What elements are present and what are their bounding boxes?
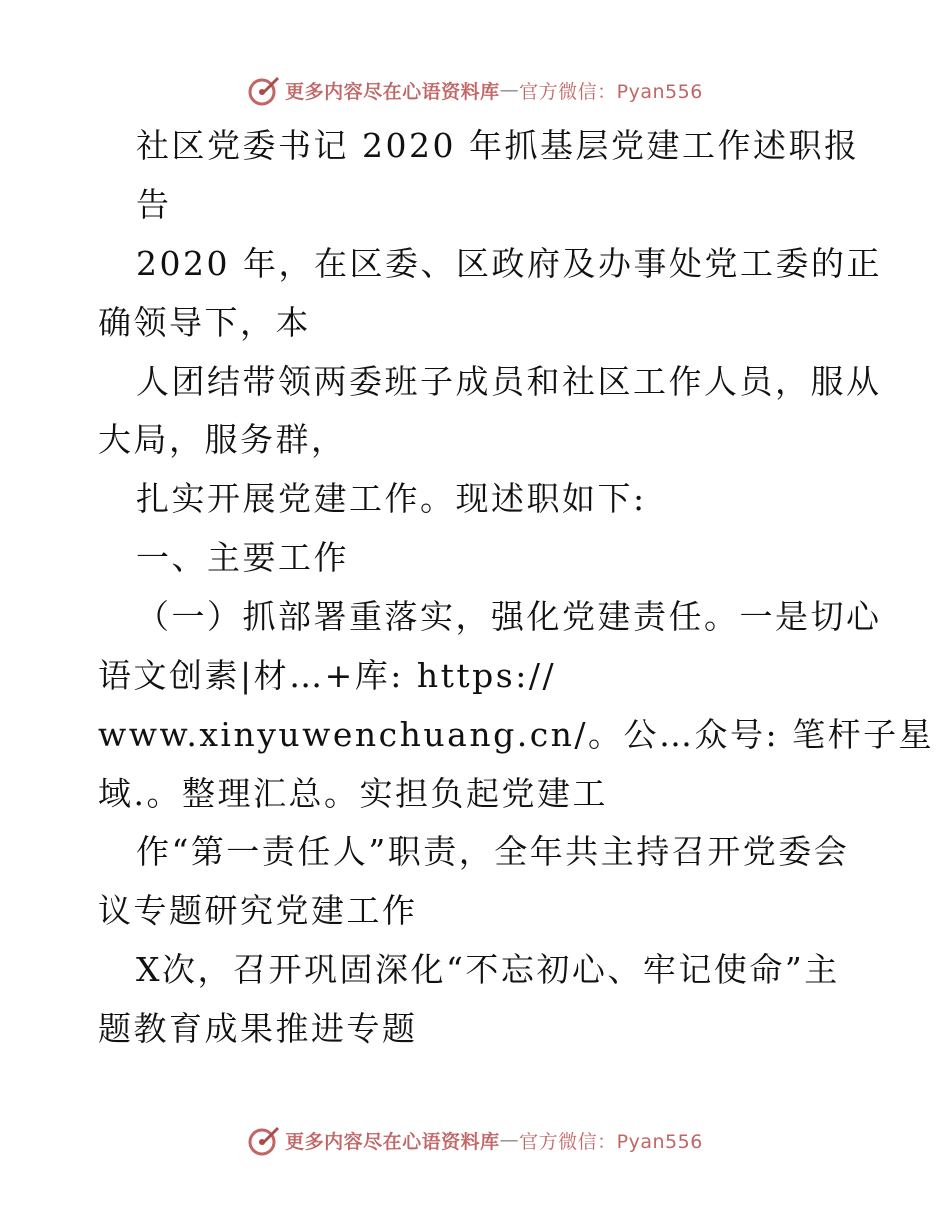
doc-line: 人团结带领两委班子成员和社区工作人员，服从 bbox=[136, 362, 882, 401]
watermark-separator: — bbox=[499, 1129, 520, 1151]
doc-line: 域.。整理汇总。实担负起党建工 bbox=[98, 774, 608, 813]
watermark-wechat-text: 官方微信：Pyan556 bbox=[519, 1130, 703, 1153]
watermark-site-text: 更多内容尽在心语资料库 bbox=[285, 80, 500, 103]
doc-title-line-2: 告 bbox=[136, 185, 172, 224]
pen-nib-logo-icon bbox=[247, 1123, 281, 1157]
watermark-footer bbox=[0, 1120, 950, 1160]
watermark-header bbox=[0, 70, 950, 110]
doc-line: 题教育成果推进专题 bbox=[98, 1009, 418, 1048]
doc-line: 语文创素|材…+库: https:// bbox=[98, 656, 557, 695]
watermark-separator: — bbox=[499, 79, 520, 101]
doc-title-line-1: 社区党委书记 2020 年抓基层党建工作述职报 bbox=[136, 126, 860, 165]
doc-line: 扎实开展党建工作。现述职如下: bbox=[136, 479, 647, 518]
doc-line: 作“第一责任人”职责，全年共主持召开党委会 bbox=[136, 832, 850, 871]
doc-line: www.xinyuwenchuang.cn/。公…众号: 笔杆子星 bbox=[98, 715, 935, 754]
doc-line: 议专题研究党建工作 bbox=[98, 891, 418, 930]
doc-line: 大局，服务群， bbox=[98, 420, 347, 459]
doc-line: （一）抓部署重落实，强化党建责任。一是切心 bbox=[136, 597, 882, 636]
doc-line: X次，召开巩固深化“不忘初心、牢记使命”主 bbox=[136, 950, 840, 989]
doc-line: 确领导下，本 bbox=[98, 303, 311, 342]
doc-section-heading: 一、主要工作 bbox=[136, 538, 349, 577]
pen-nib-logo-icon bbox=[247, 73, 281, 107]
doc-line: 2020 年，在区委、区政府及办事处党工委的正 bbox=[136, 244, 882, 283]
watermark-site-text: 更多内容尽在心语资料库 bbox=[285, 1130, 500, 1153]
watermark-wechat-text: 官方微信：Pyan556 bbox=[519, 80, 703, 103]
